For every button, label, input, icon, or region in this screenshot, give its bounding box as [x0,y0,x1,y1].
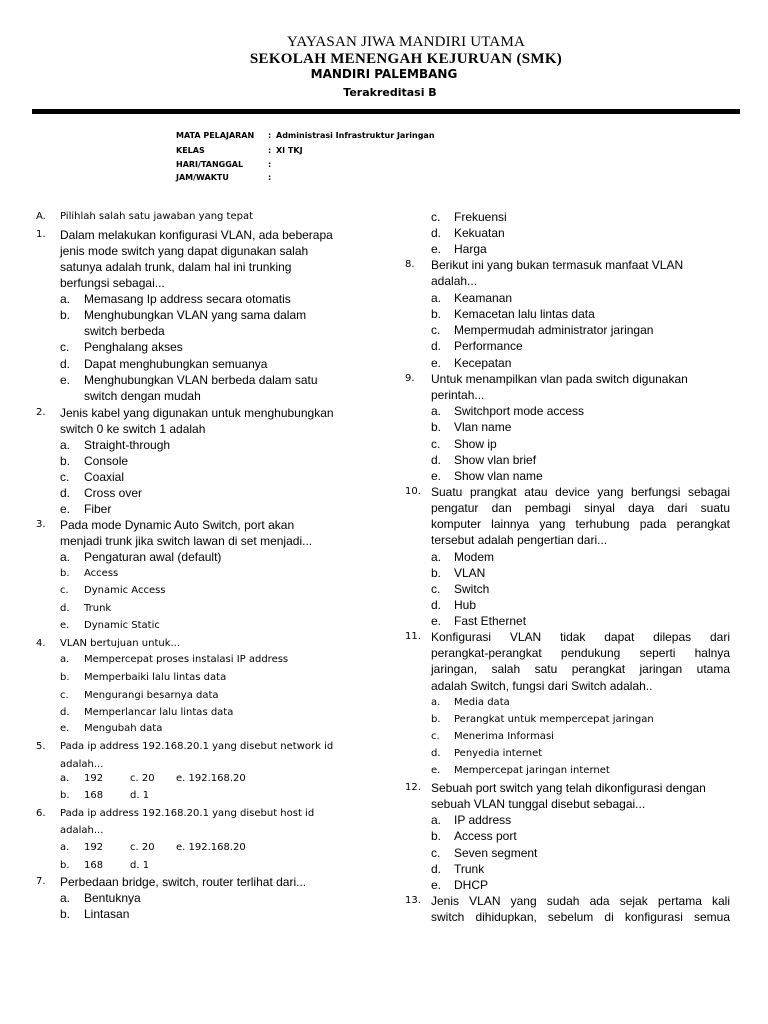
question-text: Untuk menampilkan vlan pada switch digunakan [431,372,688,386]
meta-label: KELAS [176,146,205,155]
option-text: Perangkat untuk mempercepat jaringan [454,714,654,725]
option-marker: c. [60,585,69,596]
option-marker: c. [60,470,70,484]
option-marker: e. [60,373,71,387]
text: adalah... [60,825,104,836]
meta-sep: : [268,131,272,140]
option-text: switch dengan mudah [84,389,201,403]
option-text: Switch [454,582,490,596]
option-marker: c. [60,340,70,354]
option-text: Dynamic Static [84,620,160,631]
question-text: Dalam melakukan konfigurasi VLAN, ada beberapa [60,228,333,242]
meta-label: JAM/WAKTU [176,173,229,182]
option-marker: d. [60,357,71,371]
option-marker: c. [431,437,441,451]
meta-row-subject [176,131,435,140]
option-text: Hub [454,598,477,612]
option-marker: e. [431,242,442,256]
option-marker: b. [431,829,442,843]
option-marker: d. [431,862,442,876]
option-marker: a. [431,291,442,305]
option-marker: b. [60,454,71,468]
option-text: Seven segment [454,846,538,860]
option-text: DHCP [454,878,489,892]
option-text: Penyedia internet [454,748,543,759]
question-number: 1. [36,229,46,240]
option-marker: c. [431,731,440,742]
option-marker: e. [431,356,442,370]
text: pengatur dan pembagi sinyal daya dari suatu [431,501,730,515]
option-marker: b. [431,420,442,434]
text: berfungsi sebagai... [60,276,165,290]
text: jenis mode switch yang dapat digunakan salah [60,244,309,258]
option-text: Switchport mode access [454,404,585,418]
option-text: Pengaturan awal (default) [84,550,222,564]
option-text: c. 20 [130,842,155,853]
question-number: 8. [405,259,415,270]
meta-sep: : [268,146,272,155]
option-text: e. 192.168.20 [176,842,246,853]
option-marker: d. [431,748,441,759]
option-marker: a. [431,697,441,708]
option-text: d. 1 [130,860,150,871]
question-number: 5. [36,741,46,752]
question-text: Perbedaan bridge, switch, router terlihat dari... [60,875,307,889]
option-marker: e. [431,765,441,776]
option-marker: d. [60,707,70,718]
option-text: Kekuatan [454,226,505,240]
question-text: Pada ip address 192.168.20.1 yang disebut network id [60,741,334,752]
option-text: e. 192.168.20 [176,773,246,784]
option-marker: a. [60,654,70,665]
option-text: Fast Ethernet [454,614,527,628]
option-text: IP address [454,813,512,827]
option-text: Mengurangi besarnya data [84,690,219,701]
option-text: Media data [454,697,510,708]
option-text: Trunk [454,862,485,876]
text: adalah... [60,759,104,770]
option-text: Dynamic Access [84,585,166,596]
option-marker: e. [60,502,71,516]
option-marker: d. [431,598,442,612]
meta-label: HARI/TANGGAL [176,160,244,169]
option-marker: b. [60,790,70,801]
header-foundation: YAYASAN JIWA MANDIRI UTAMA [286,34,526,50]
question-number: 11. [405,631,421,642]
option-text: Menerima Informasi [454,731,554,742]
option-marker: a. [60,773,70,784]
option-marker: e. [60,723,70,734]
option-marker: a. [60,550,71,564]
option-marker: d. [60,603,70,614]
option-marker: a. [60,891,71,905]
option-text: Kemacetan lalu lintas data [454,307,595,321]
option-text: d. 1 [130,790,150,801]
question-number: 4. [36,638,46,649]
option-text: 192 [84,842,104,853]
option-text: Mempercepat proses instalasi IP address [84,654,289,665]
header-school-name: SEKOLAH MENENGAH KEJURUAN (SMK) [249,51,563,67]
option-text: Menghubungkan VLAN yang sama dalam [84,308,307,322]
option-text: Frekuensi [454,210,507,224]
header-accreditation: Terakreditasi B [343,86,437,99]
option-text: 168 [84,860,104,871]
option-text: Keamanan [454,291,513,305]
option-text: Access port [454,829,517,843]
meta-label: MATA PELAJARAN [176,131,255,140]
option-marker: b. [60,672,70,683]
text: perintah... [431,388,485,402]
text: switch dihidupkan, sebelum di konfigurasi semua [431,910,730,924]
option-text: Coaxial [84,470,125,484]
text: satunya adalah trunk, dalam hal ini trunking [60,260,292,274]
question-text: Konfigurasi VLAN tidak dapat dilepas dari [431,630,730,644]
option-marker: d. [431,339,442,353]
option-text: c. 20 [130,773,155,784]
option-text: Memperbaiki lalu lintas data [84,672,227,683]
option-text: Penghalang akses [84,340,183,354]
text: sebuah VLAN tunggal disebut sebagai... [431,797,646,811]
option-text: Modem [454,550,495,564]
question-number: 6. [36,808,46,819]
option-marker: c. [431,846,441,860]
question-number: 2. [36,407,46,418]
option-marker: c. [431,323,441,337]
option-text: Show ip [454,437,497,451]
text: switch 0 ke switch 1 adalah [60,422,206,436]
question-number: 12. [405,782,421,793]
question-number: 3. [36,519,46,530]
option-marker: c. [60,690,69,701]
question-text: Pada ip address 192.168.20.1 yang disebut host id [60,808,315,819]
option-text: Cross over [84,486,143,500]
question-text: Berikut ini yang bukan termasuk manfaat VLAN [431,258,684,272]
question-number: 9. [405,373,415,384]
option-marker: e. [60,620,70,631]
question-text: Suatu prangkat atau device yang berfungsi sebagai [431,485,730,499]
option-marker: d. [431,226,442,240]
option-marker: a. [60,438,71,452]
meta-value: Administrasi Infrastruktur Jaringan [276,131,435,140]
option-marker: b. [60,907,71,921]
option-text: Mempercepat jaringan internet [454,765,610,776]
option-text: Harga [454,242,487,256]
option-text: Bentuknya [84,891,141,905]
text: perangkat-perangkat pendukung seperti halnya [431,646,730,660]
text: komputer lainnya yang terhubung pada perangkat [431,517,730,531]
option-marker: e. [431,614,442,628]
option-text: Trunk [84,603,112,614]
option-text: Lintasan [84,907,130,921]
question-number: 7. [36,876,46,887]
meta-sep: : [268,173,272,182]
option-marker: a. [431,404,442,418]
option-marker: e. [431,469,442,483]
option-text: 192 [84,773,104,784]
option-text: Show vlan brief [454,453,537,467]
option-marker: b. [60,860,70,871]
question-text: Jenis VLAN yang sudah ada sejak pertama kali [431,894,730,908]
question-text: VLAN bertujuan untuk... [60,638,181,649]
meta-row-date [176,160,276,169]
text: adalah Switch, fungsi dari Switch adalah.. [431,679,653,693]
option-text: Performance [454,339,523,353]
option-marker: c. [431,210,441,224]
option-text: Dapat menghubungkan semuanya [84,357,268,371]
option-text: 168 [84,790,104,801]
question-number: 13. [405,895,421,906]
option-text: Menghubungkan VLAN berbeda dalam satu [84,373,318,387]
option-marker: b. [431,307,442,321]
question-text: Pilihlah salah satu jawaban yang tepat [60,211,254,222]
option-text: Straight-through [84,438,171,452]
option-text: Access [84,568,119,579]
option-marker: b. [60,568,70,579]
option-marker: d. [60,486,71,500]
option-marker: b. [431,714,441,725]
option-marker: e. [431,878,442,892]
option-text: VLAN [454,566,486,580]
option-text: Show vlan name [454,469,543,483]
question-number: A. [36,211,46,222]
option-text: Mempermudah administrator jaringan [454,323,654,337]
option-text: switch berbeda [84,324,165,338]
option-text: Memasang Ip address secara otomatis [84,292,291,306]
option-marker: c. [431,582,441,596]
option-marker: a. [431,550,442,564]
option-marker: d. [431,453,442,467]
text: tersebut adalah pengertian dari... [431,533,608,547]
option-marker: b. [431,566,442,580]
text: jaringan, salah satu perangkat jaringan utama [431,662,730,676]
header-branch: MANDIRI PALEMBANG [310,67,458,81]
option-text: Kecepatan [454,356,512,370]
question-number: 10. [405,486,421,497]
option-text: Vlan name [454,420,512,434]
option-text: Fiber [84,502,112,516]
text: adalah... [431,274,478,288]
option-marker: a. [60,842,70,853]
question-text: Sebuah port switch yang telah dikonfigurasi dengan [431,781,706,795]
text: menjadi trunk jika switch lawan di set menjadi... [60,534,313,548]
question-text: Pada mode Dynamic Auto Switch, port akan [60,518,295,532]
meta-value: XI TKJ [276,146,303,155]
option-marker: a. [431,813,442,827]
option-text: Memperlancar lalu lintas data [84,707,234,718]
option-text: Mengubah data [84,723,163,734]
option-marker: b. [60,308,71,322]
header-rule [32,109,740,114]
question-text: Jenis kabel yang digunakan untuk menghubungkan [60,406,334,420]
option-text: Console [84,454,129,468]
option-marker: a. [60,292,71,306]
meta-sep: : [268,160,272,169]
meta-row-time [176,173,276,182]
meta-row-class [176,146,303,155]
